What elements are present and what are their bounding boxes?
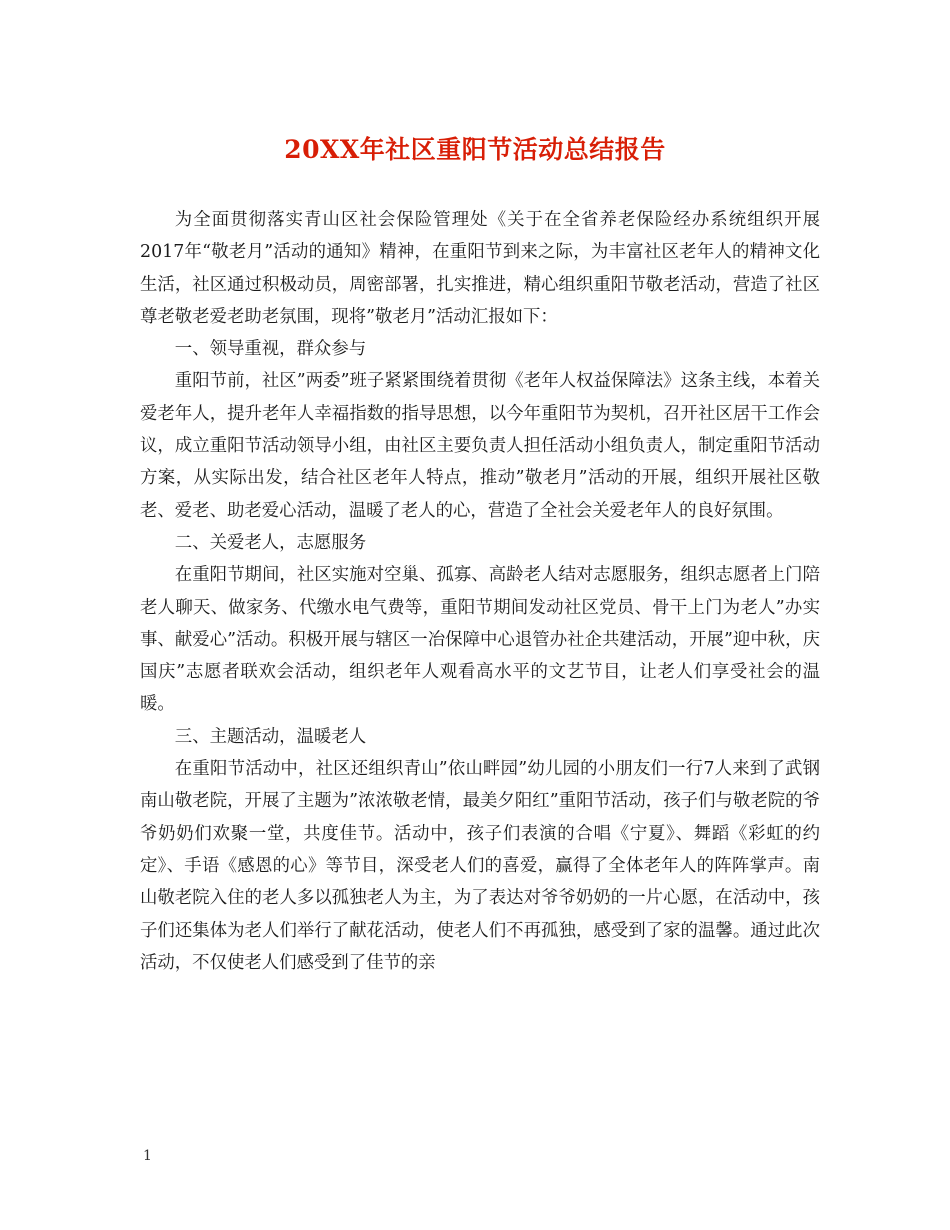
- paragraph-section-1: 重阳节前，社区”两委”班子紧紧围绕着贯彻《老年人权益保障法》这条主线，本着关爱老年人，提升老年人幸福指数的指导思想，以今年重阳节为契机，召开社区居干工作会议，成立重阳节活动领导小组，由社区主要负责人担任活动小组负责人，制定重阳节活动方案，从实际出发，结合社区老年人特点，推动”敬老月”活动的开展，组织开展社区敬老、爱老、助老爱心活动，温暖了老人的心，营造了全社会关爱老年人的良好氛围。: [140, 371, 820, 521]
- section-heading-2: 二、关爱老人，志愿服务: [174, 532, 367, 553]
- paragraph-section-3: 在重阳节活动中，社区还组织青山”依山畔园”幼儿园的小朋友们一行7人来到了武钢南山敬老院，开展了主题为”浓浓敬老情，最美夕阳红”重阳节活动，孩子们与敬老院的爷爷奶奶们欢聚一堂，共度佳节。活动中，孩子们表演的合唱《宁夏》、舞蹈《彩虹的约定》、手语《感恩的心》等节目，深受老人们的喜爱，赢得了全体老年人的阵阵掌声。南山敬老院入住的老人多以孤独老人为主，为了表达对爷爷奶奶的一片心愿，在活动中，孩子们还集体为老人们举行了献花活动，使老人们不再孤独，感受到了家的温馨。通过此次活动，不仅使老人们感受到了佳节的亲: [140, 759, 820, 973]
- section-heading-3: 三、主题活动，温暖老人: [174, 726, 367, 747]
- document-title: 20XX年社区重阳节活动总结报告: [284, 135, 666, 164]
- paragraph-section-2: 在重阳节期间，社区实施对空巢、孤寡、高龄老人结对志愿服务，组织志愿者上门陪老人聊天、做家务、代缴水电气费等，重阳节期间发动社区党员、骨干上门为老人”办实事、献爱心”活动。积极开展与辖区一冶保障中心退管办社企共建活动，开展”迎中秋，庆国庆”志愿者联欢会活动，组织老年人观看高水平的文艺节目，让老人们享受社会的温暖。: [140, 565, 820, 715]
- page-number: 1: [143, 1148, 152, 1164]
- document-body: [140, 204, 820, 979]
- section-heading-1: 一、领导重视，群众参与: [174, 339, 367, 360]
- paragraph-intro: 为全面贯彻落实青山区社会保险管理处《关于在全省养老保险经办系统组织开展2017年“敬老月”活动的通知》精神，在重阳节到来之际，为丰富社区老年人的精神文化生活，社区通过积极动员，周密部署，扎实推进，精心组织重阳节敬老活动，营造了社区尊老敬老爱老助老氛围，现将”敬老月”活动汇报如下：: [140, 210, 820, 327]
